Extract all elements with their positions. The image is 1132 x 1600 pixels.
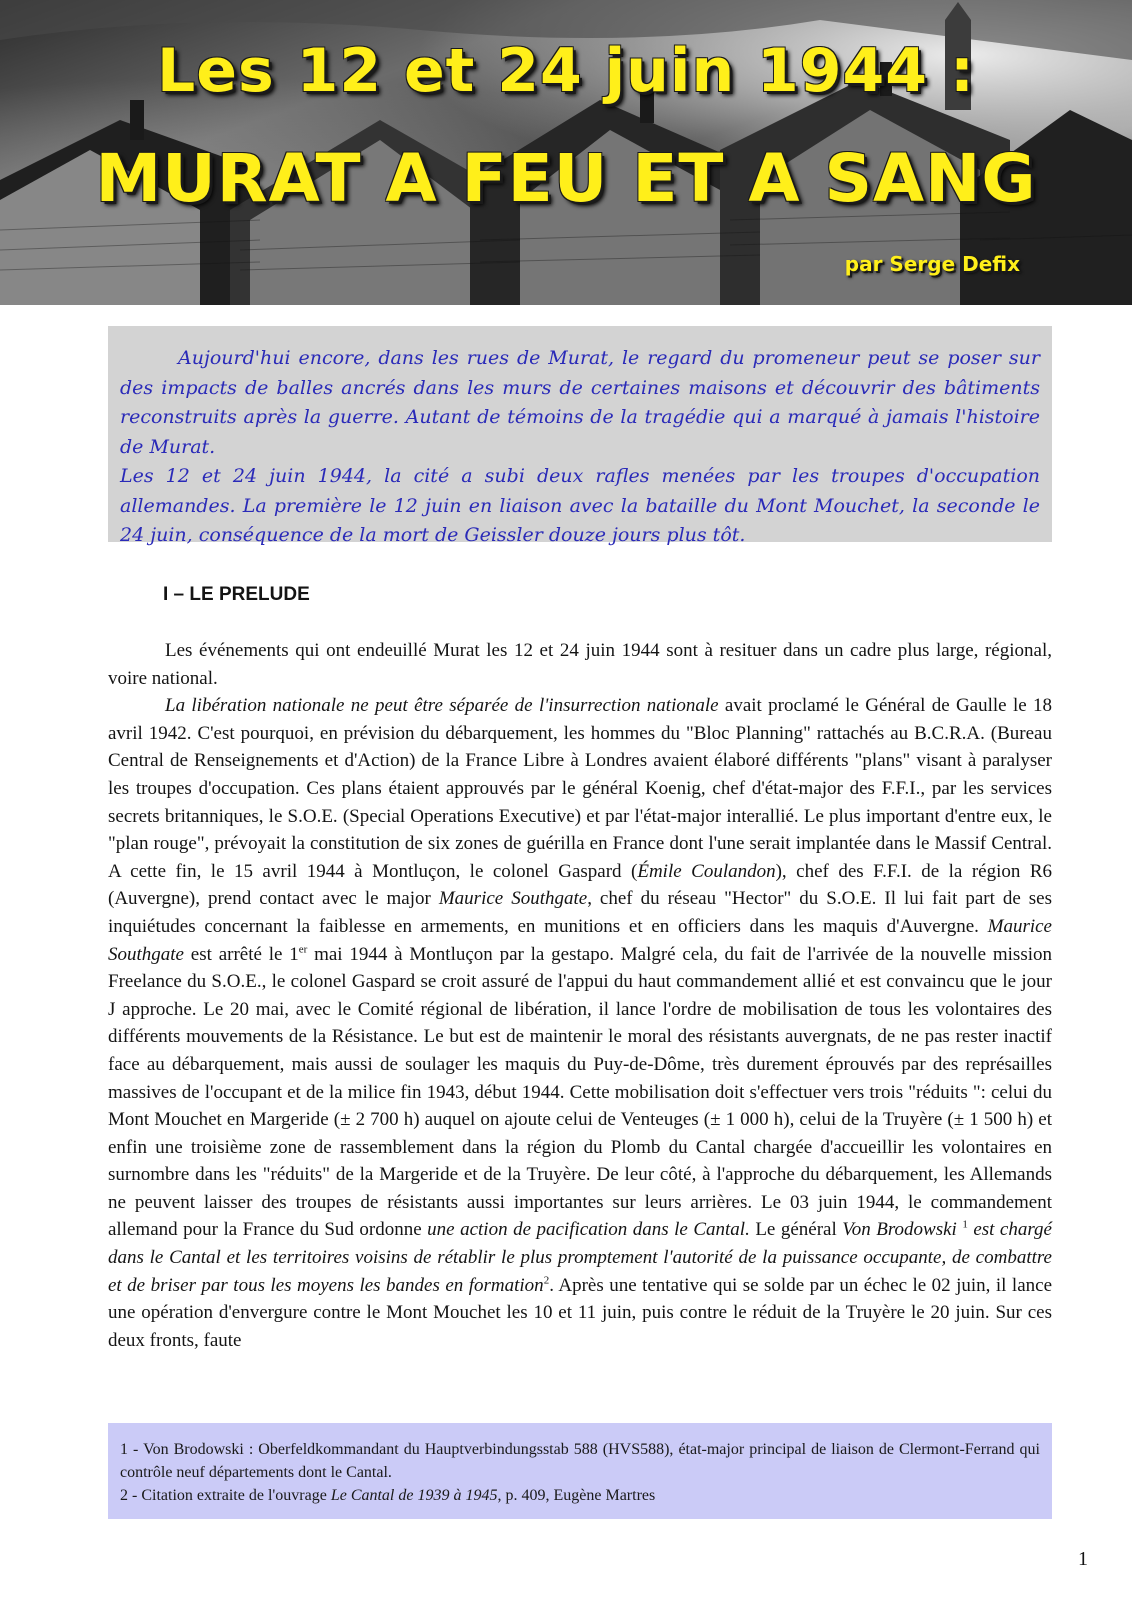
text-span: Le général (749, 1219, 843, 1241)
section-heading: I – LE PRELUDE (163, 584, 310, 605)
text-span: mai 1944 à Montluçon par la gestapo. Malgré cela, du fait de l'arrivée de la nouvelle mission Freelance du S.O.E., le colonel Gaspard se croit assuré de l'appui du haut commandement allié et est convaincu que le jour J approche. Le 20 mai, avec le Comité régional de libération, il lance l'ordre de mobilisation de tous les volontaires des différents mouvements de la Résistance. Le but est de maintenir le moral des résistants auvergnats, de ne pas rester inactif face au débarquement, mais aussi de soulager les maquis du Puy-de-Dôme, très durement éprouvés par des représailles massives de l'occupant et de la milice fin 1943, début 1944. Cette mobilisation doit s'effectuer vers trois "réduits ": celui du Mont Mouchet en Margeride (± 2 700 h) auquel on ajoute celui de Venteuges (± 1 000 h), celui de la Truyère (± 1 500 h) et enfin une troisième zone de rassemblement dans la région du Plomb du Cantal chargée d'accueillir les volontaires en surnombre dans les "réduits" de la Margeride et de la Truyère. De leur côté, à l'approche du débarquement, les Allemands ne peuvent laisser des troupes de résistants aussi importantes sur leurs arrières. Le 03 juin 1944, le commandement allemand pour la France du Sud ordonne (108, 943, 1052, 1241)
intro-paragraph-2: Les 12 et 24 juin 1944, la cité a subi deux rafles menées par les troupes d'occupation allemandes. La première le 12 juin en liaison avec la bataille du Mont Mouchet, la seconde le 24 juin, conséquence de la mort de Geissler douze jours plus tôt. (120, 465, 1040, 546)
footnotes-box (108, 1423, 1052, 1519)
name-maurice-southgate: Maurice Southgate (108, 915, 1052, 965)
text-span: est arrêté le 1 (184, 943, 299, 965)
superscript-er: er (298, 943, 308, 956)
title-line-2: MURAT A FEU ET A SANG (95, 140, 1037, 217)
header-banner (0, 0, 1132, 305)
intro-paragraph-1: Aujourd'hui encore, dans les rues de Murat, le regard du promeneur peut se poser sur des impacts de balles ancrés dans les murs de certaines maisons et découvrir des bâtiments reconstruits après la guerre. Autant de témoins de la tragédie qui a marqué à jamais l'histoire de Murat. (120, 347, 1040, 458)
text-span: avait proclamé le Général de Gaulle le 18 avril 1942. C'est pourquoi, en prévision du débarquement, les hommes du "Bloc Planning" rattachés au B.C.R.A. (Bureau Central de Renseignements et d'Action) de la France Libre à Londres avaient élaboré différents "plans" visant à paralyser les troupes d'occupation. Ces plans étaient approuvés par le général Koenig, chef d'état-major des F.F.I., par les services secrets britanniques, le S.O.E. (Special Operations Executive) et par l'état-major interallié. Le plus important d'entre eux, le "plan rouge", prévoyait la constitution de six zones de guérilla en France dont l'une serait implantée dans le Massif Central. A cette fin, le 15 avril 1944 à Montluçon, le colonel Gaspard ( (108, 695, 1052, 882)
footnote-ref-2[interactable]: 2 (543, 1274, 550, 1287)
text-span: ), chef des F.F.I. de la région R6 (Auvergne), prend contact avec le major (108, 860, 1052, 910)
author-byline: par Serge Defix (844, 252, 1020, 276)
quote-brodowski-orders: est chargé dans le Cantal et les territoires voisins de rétablir le plus promptement l'autorité de la puissance occupante, de combattre et de briser par tous les moyens les bandes en formation (108, 1219, 1052, 1296)
name-emile-coulandon: Émile Coulandon (637, 860, 776, 882)
article-body (108, 637, 1052, 1354)
footnote-ref-1[interactable]: 1 (962, 1219, 968, 1232)
name-von-brodowski: Von Brodowski (842, 1219, 957, 1241)
intro-box (108, 326, 1052, 546)
text-span: . Après une tentative qui se solde par un échec le 02 juin, il lance une opération d'envergure contre le Mont Mouchet les 10 et 11 juin, puis contre le réduit de la Truyère le 20 juin. Sur ces deux fronts, faute (108, 1274, 1052, 1351)
footnote-2-suffix: , p. 409, Eugène Martres (497, 1487, 656, 1504)
footnote-2 (120, 1484, 1040, 1507)
body-paragraph-2 (108, 692, 1052, 1354)
footnote-2-book-title: Le Cantal de 1939 à 1945 (330, 1487, 498, 1504)
footnote-2-prefix: 2 - Citation extraite de l'ouvrage (120, 1487, 331, 1504)
quote-de-gaulle: La libération nationale ne peut être séparée de l'insurrection nationale (165, 695, 719, 717)
text-span: , chef du réseau "Hector" du S.O.E. Il lui fait part de ses inquiétudes concernant la faiblesse en armements, en munitions et en officiers dans les maquis d'Auvergne. (108, 888, 1052, 937)
quote-pacification: une action de pacification dans le Cantal. (427, 1219, 750, 1241)
name-maurice-southgate: Maurice Southgate (438, 888, 588, 910)
title-line-1: Les 12 et 24 juin 1944 : (157, 36, 975, 106)
footnote-1: 1 - Von Brodowski : Oberfeldkommandant du Hauptverbindungsstab 588 (HVS588), état-major principal de liaison de Clermont-Ferrand qui contrôle neuf départements dont le Cantal. (120, 1441, 1040, 1481)
page-number: 1 (1078, 1548, 1088, 1570)
body-paragraph-1: Les événements qui ont endeuillé Murat les 12 et 24 juin 1944 sont à resituer dans un cadre plus large, régional, voire national. (108, 640, 1052, 689)
